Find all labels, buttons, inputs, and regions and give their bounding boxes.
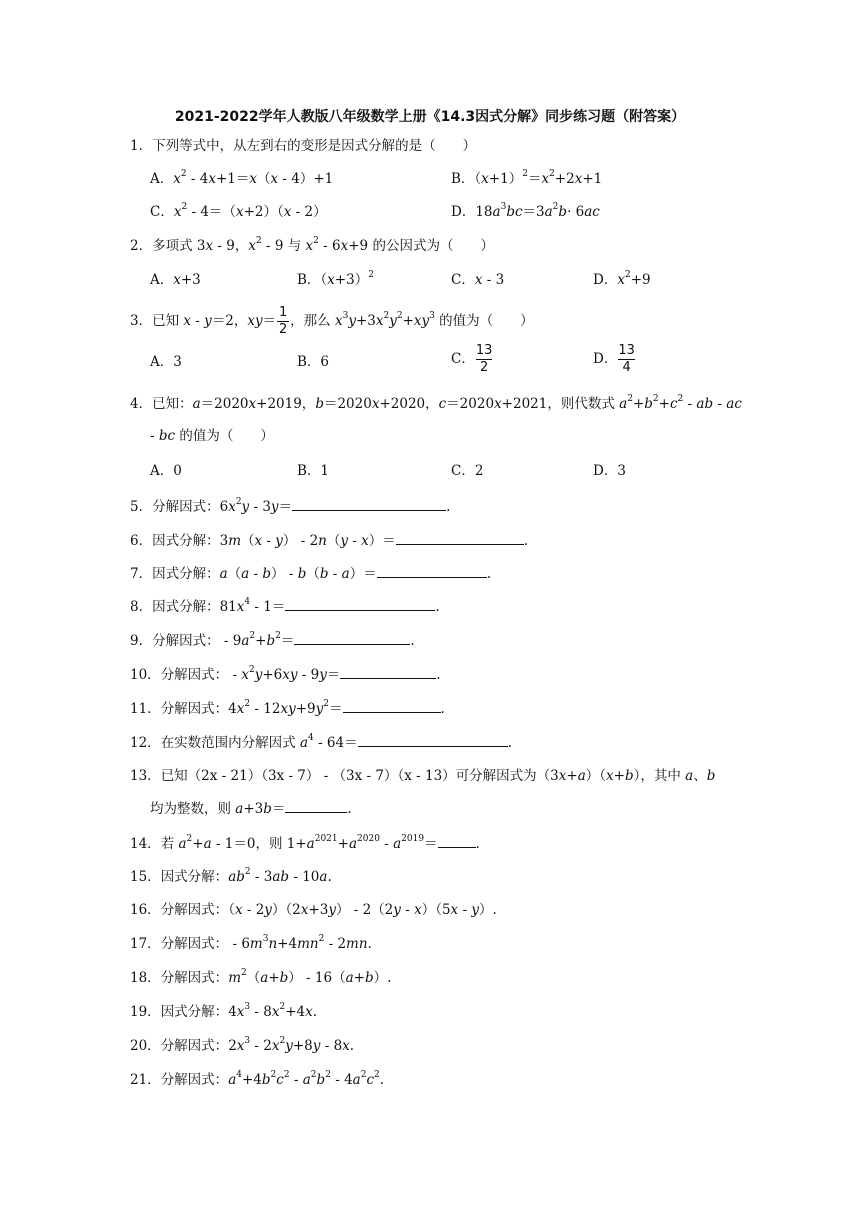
answer-blank[interactable] — [292, 496, 446, 511]
q3-option-d: D． $\frac{13}{4}$ — [593, 343, 635, 375]
question-3: 3．已知 x - y＝2，xy＝ $\frac{1}{2}$ ，那么 $x^3y+3x^2y^2+xy^3$ 的值为（ ） — [130, 305, 534, 337]
answer-blank[interactable] — [396, 530, 524, 545]
q2-option-a: A．x+3 — [150, 272, 201, 288]
question-12: 12．在实数范围内分解因式 $a^4 - 64=$ . — [130, 733, 512, 751]
question-11: 11．分解因式：$4x^2 - 12xy+9y^2=$ . — [130, 699, 445, 717]
answer-blank[interactable] — [377, 563, 487, 578]
question-6: 6．因式分解：3m（x - y） - 2n（y - x）＝ . — [130, 530, 528, 551]
question-1: 1．下列等式中，从左到右的变形是因式分解的是（ ） — [130, 138, 477, 154]
answer-blank[interactable] — [358, 732, 508, 747]
question-4: 4．已知：a＝2020x+2019，b＝2020x+2020，c＝2020x+2021，则代数式 $a^2+b^2+c^2$ - ab - ac — [130, 394, 742, 412]
q4-option-a: A．0 — [150, 463, 182, 479]
answer-blank[interactable] — [285, 798, 347, 813]
answer-blank[interactable] — [343, 698, 441, 713]
question-14: 14．若 $a^2+a - 1=0$，则 $1+a^{2021}+a^{2020} - a^{2019}=$ . — [130, 834, 480, 852]
q3-option-b: B．6 — [297, 354, 330, 370]
q4-option-b: B．1 — [297, 463, 330, 479]
answer-blank[interactable] — [438, 833, 476, 848]
q3-option-c: C． $\frac{13}{2}$ — [451, 343, 493, 375]
question-5: 5．分解因式：$6x^2y - 3y=$ . — [130, 497, 451, 515]
question-8: 8．因式分解：$81x^4 - 1=$ . — [130, 597, 440, 615]
question-2: 2．多项式 3x - 9，$x^2 - 9$ 与 $x^2 - 6x+9$ 的公因式为（ ） — [130, 236, 494, 254]
question-19: 19．因式分解：$4x^3 - 8x^2+4x$. — [130, 1002, 318, 1020]
question-21: 21．分解因式：$a^4+4b^2c^2 - a^2b^2 - 4a^2c^2$. — [130, 1070, 385, 1088]
q1-option-c: C．$x^2 - 4=(x+2)(x - 2)$ — [150, 202, 327, 220]
q1-option-d: D．$18a^3bc=3a^2b\cdot 6ac$ — [451, 202, 600, 220]
q4-option-c: C．2 — [451, 463, 484, 479]
q4-option-d: D．3 — [593, 463, 626, 479]
question-13: 13．已知（2x - 21）（3x - 7） - （3x - 7）（x - 13）可分解因式为（3x+a）（x+b），其中 a、b — [130, 768, 716, 784]
question-4-continued: - bc 的值为（ ） — [150, 428, 274, 444]
question-18: 18．分解因式：$m^2(a+b) - 16(a+b)$. — [130, 968, 392, 986]
question-15: 15．因式分解：$ab^2 - 3ab - 10a$. — [130, 867, 332, 885]
question-17: 17．分解因式： - $6m^3n+4mn^2 - 2mn$. — [130, 934, 372, 952]
q2-option-c: C．x - 3 — [451, 272, 505, 288]
question-20: 20．分解因式：$2x^3 - 2x^2y+8y - 8x$. — [130, 1036, 355, 1054]
answer-blank[interactable] — [294, 630, 410, 645]
q2-option-b: B．$(x+3)^2$ — [297, 270, 374, 288]
q1-option-a: A．$x^2 - 4x+1=x(x - 4)+1$ — [150, 169, 334, 187]
q1-option-b: B．$(x+1)^2=x^2+2x+1$ — [451, 169, 603, 187]
question-9: 9．分解因式： - $9a^2+b^2=$ . — [130, 631, 415, 649]
q3-option-a: A．3 — [150, 354, 182, 370]
answer-blank[interactable] — [340, 664, 436, 679]
fraction-one-half: $\frac{1}{2}$ — [279, 305, 288, 337]
question-16: 16．分解因式：（x - 2y）（2x+3y） - 2（2y - x）（5x - y）. — [130, 902, 497, 918]
page-title: 2021-2022学年人教版八年级数学上册《14.3因式分解》同步练习题（附答案） — [174, 109, 686, 125]
q2-option-d: D．$x^2+9$ — [593, 270, 651, 288]
answer-blank[interactable] — [285, 596, 435, 611]
question-13-continued: 均为整数，则 a+3b＝ . — [150, 798, 352, 819]
question-10: 10．分解因式： - $x^2y+6xy - 9y=$ . — [130, 665, 441, 683]
question-7: 7．因式分解：a（a - b） - b（b - a）＝ . — [130, 563, 491, 584]
